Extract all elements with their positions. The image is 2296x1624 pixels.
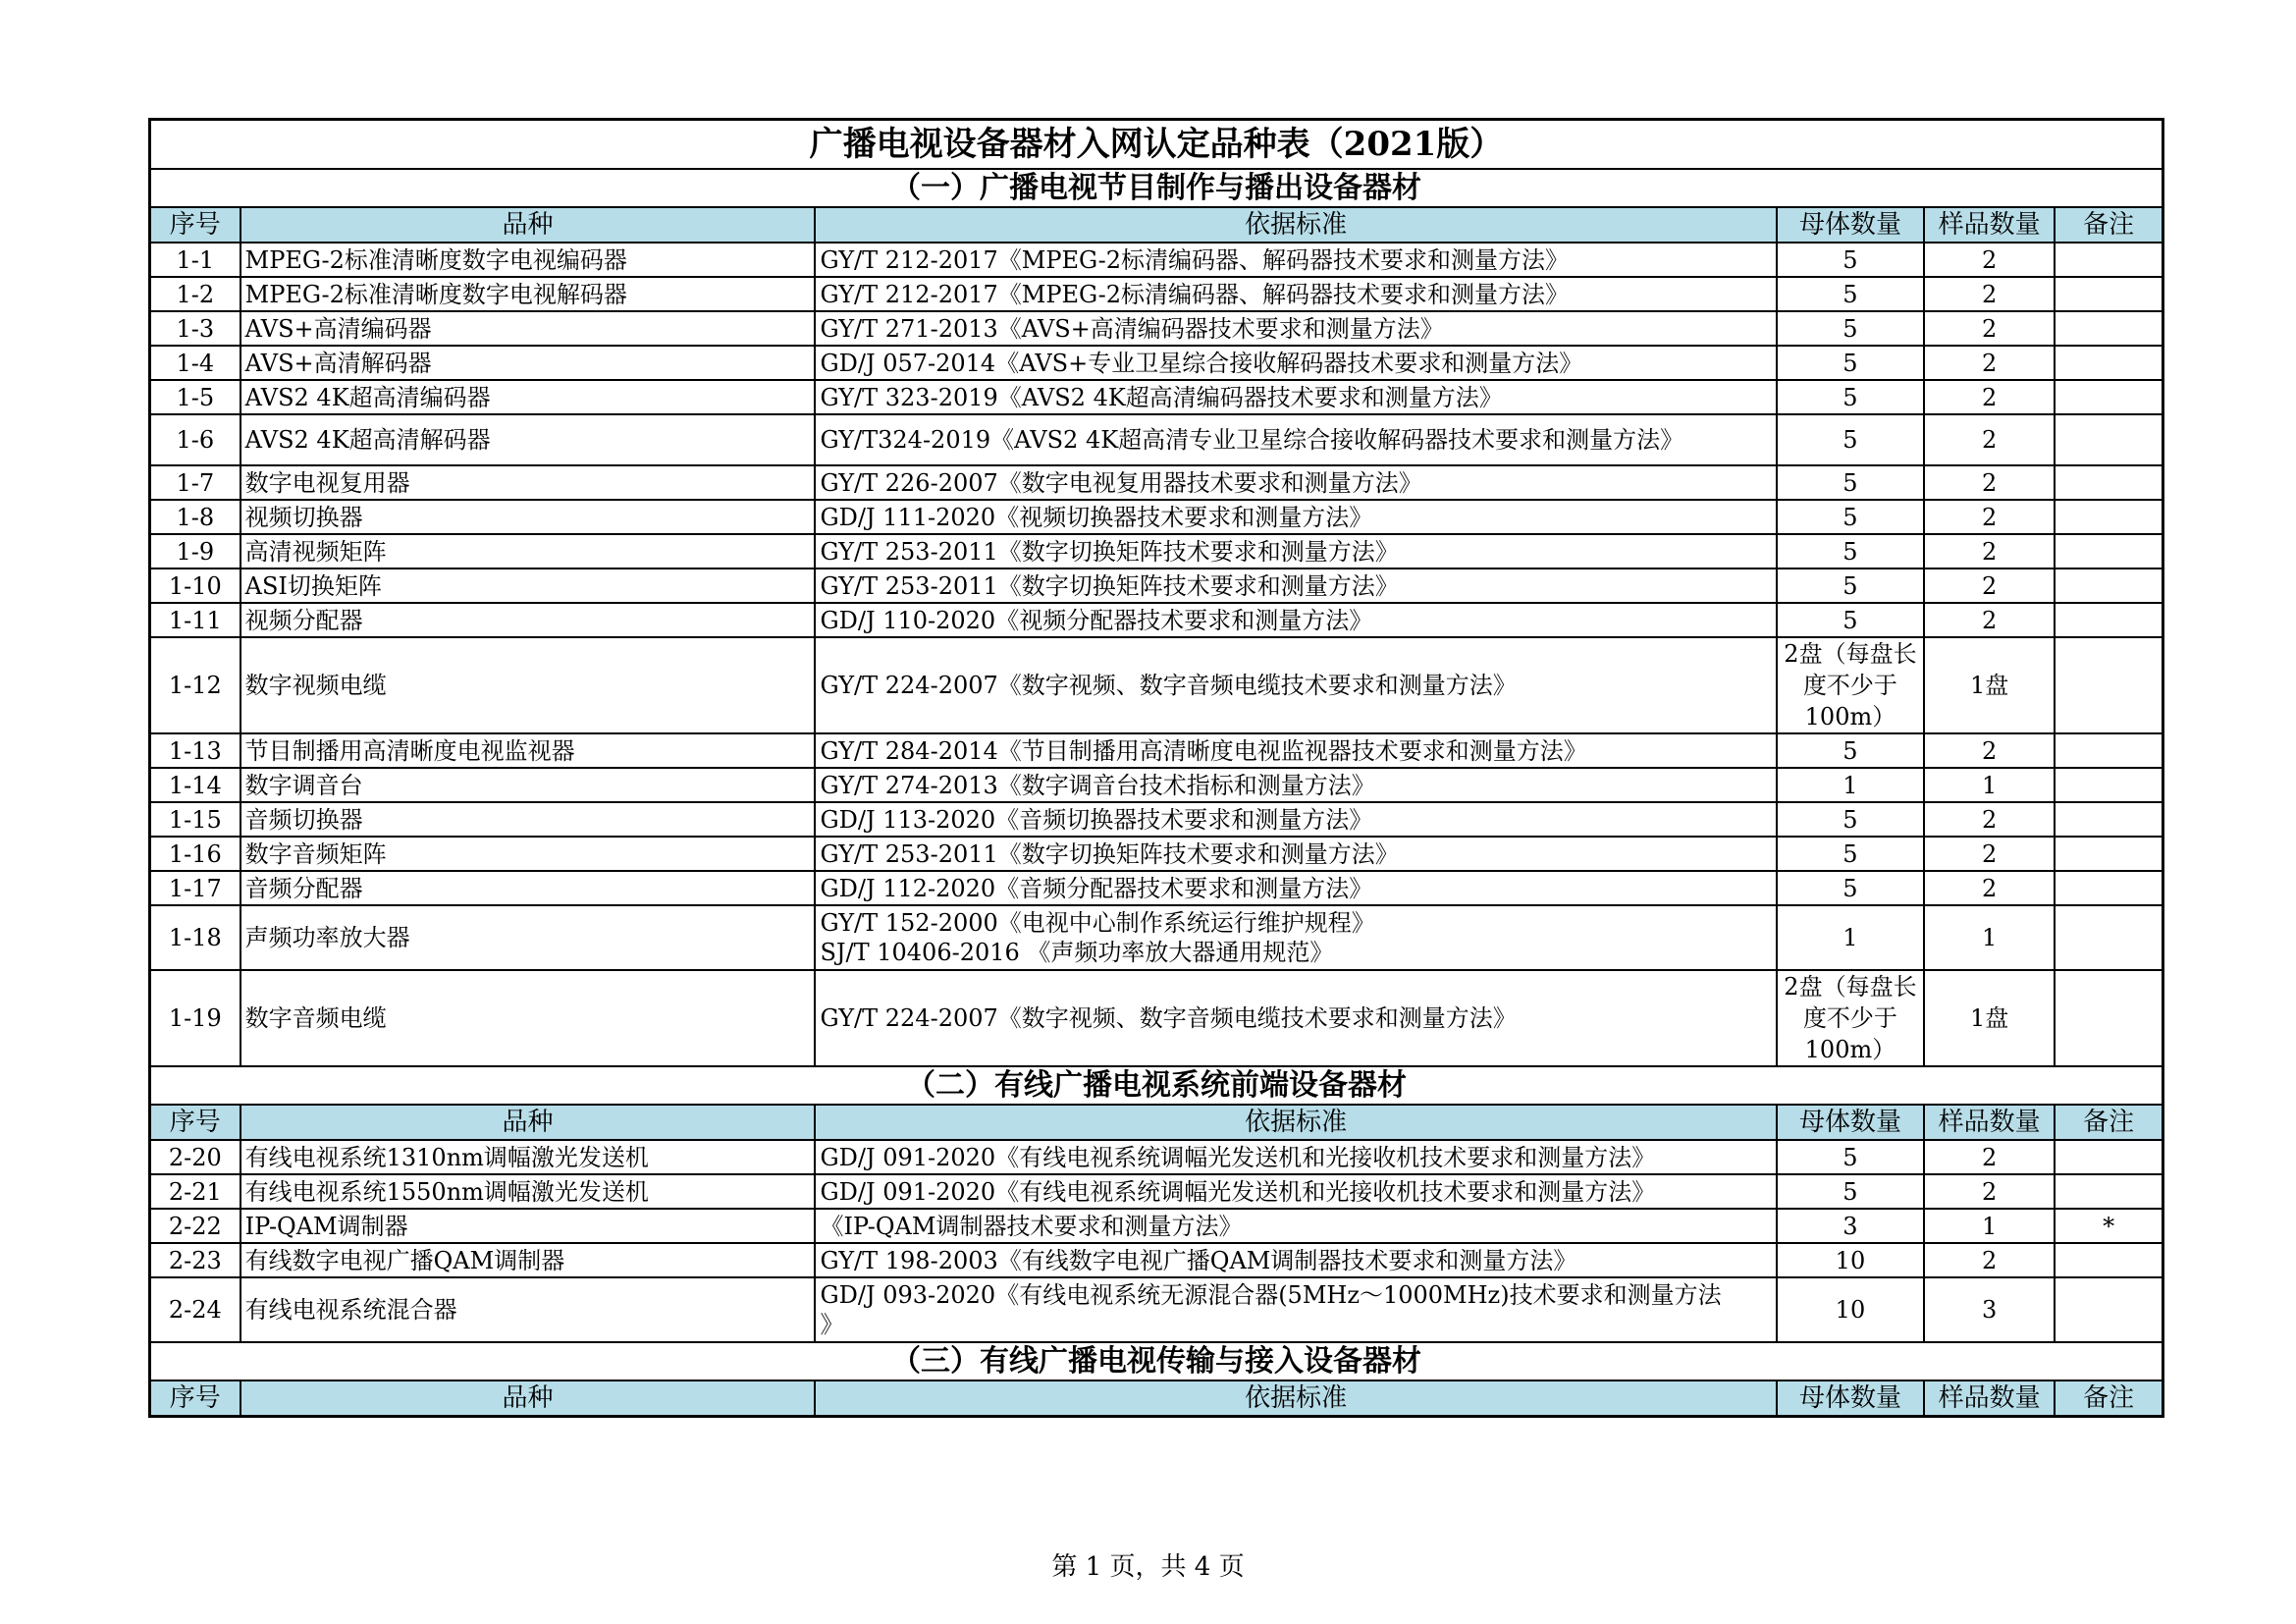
standard-line: GY/T 152-2000《电视中心制作系统运行维护规程》	[820, 909, 1375, 937]
column-header-seq: 序号	[150, 207, 240, 243]
variety-cell: 音频分配器	[240, 871, 816, 905]
standard-cell	[815, 568, 1776, 603]
seq-cell: 1-19	[150, 970, 240, 1066]
table-row	[150, 1140, 2163, 1174]
variety-cell: 数字电视复用器	[240, 465, 816, 500]
parent-qty-cell: 5	[1777, 465, 1924, 500]
seq-cell: 1-13	[150, 733, 240, 768]
parent-qty-cell: 2盘（每盘长度不少于100m）	[1777, 637, 1924, 733]
section-heading: （三）有线广播电视传输与接入设备器材	[150, 1342, 2163, 1380]
sample-qty-cell: 2	[1924, 1243, 2055, 1277]
sample-qty-cell: 2	[1924, 346, 2055, 380]
variety-cell: 有线电视系统混合器	[240, 1277, 816, 1342]
seq-cell: 1-18	[150, 905, 240, 970]
sample-qty-cell: 2	[1924, 277, 2055, 311]
sample-qty-cell: 2	[1924, 603, 2055, 637]
parent-qty-cell: 5	[1777, 733, 1924, 768]
standard-line: GY/T 212-2017《MPEG-2标清编码器、解码器技术要求和测量方法》	[820, 245, 1570, 274]
seq-cell: 1-17	[150, 871, 240, 905]
variety-cell: AVS+高清解码器	[240, 346, 816, 380]
standard-line: GD/J 111-2020《视频切换器技术要求和测量方法》	[820, 503, 1373, 531]
table-row	[150, 277, 2163, 311]
parent-qty-cell: 5	[1777, 568, 1924, 603]
variety-cell: MPEG-2标准清晰度数字电视编码器	[240, 243, 816, 277]
column-header-row	[150, 1380, 2163, 1417]
standard-line: GD/J 112-2020《音频分配器技术要求和测量方法》	[820, 874, 1373, 902]
parent-qty-cell: 5	[1777, 500, 1924, 534]
parent-qty-cell: 5	[1777, 603, 1924, 637]
parent-qty-cell: 5	[1777, 871, 1924, 905]
variety-cell: 视频分配器	[240, 603, 816, 637]
seq-cell: 1-8	[150, 500, 240, 534]
table-row	[150, 1243, 2163, 1277]
section-heading: （二）有线广播电视系统前端设备器材	[150, 1066, 2163, 1105]
parent-qty-cell: 5	[1777, 1174, 1924, 1209]
remark-cell	[2055, 414, 2163, 465]
parent-qty-cell: 5	[1777, 802, 1924, 837]
standard-cell	[815, 905, 1776, 970]
table-row	[150, 733, 2163, 768]
standard-cell	[815, 1277, 1776, 1342]
seq-cell: 1-15	[150, 802, 240, 837]
seq-cell: 1-4	[150, 346, 240, 380]
remark-cell	[2055, 277, 2163, 311]
table-row	[150, 837, 2163, 871]
table-row	[150, 603, 2163, 637]
standard-cell	[815, 871, 1776, 905]
sample-qty-cell: 1	[1924, 1209, 2055, 1243]
table-row	[150, 1209, 2163, 1243]
standard-line: GY/T 253-2011《数字切换矩阵技术要求和测量方法》	[820, 571, 1399, 600]
standard-line: GY/T 212-2017《MPEG-2标清编码器、解码器技术要求和测量方法》	[820, 280, 1570, 308]
standard-cell	[815, 1140, 1776, 1174]
standard-cell	[815, 243, 1776, 277]
parent-qty-cell: 5	[1777, 243, 1924, 277]
remark-cell	[2055, 380, 2163, 414]
remark-cell	[2055, 311, 2163, 346]
section-heading: （一）广播电视节目制作与播出设备器材	[150, 169, 2163, 207]
column-header-variety: 品种	[240, 207, 816, 243]
standard-cell	[815, 465, 1776, 500]
column-header-remark: 备注	[2055, 1105, 2163, 1140]
standard-line: GD/J 110-2020《视频分配器技术要求和测量方法》	[820, 606, 1373, 634]
product-variety-table	[148, 118, 2164, 1418]
page-footer: 第 1 页，共 4 页	[1051, 1552, 1245, 1582]
remark-cell	[2055, 768, 2163, 802]
remark-cell	[2055, 1174, 2163, 1209]
standard-line: 《IP-QAM调制器技术要求和测量方法》	[820, 1212, 1243, 1240]
standard-line: GY/T 271-2013《AVS+高清编码器技术要求和测量方法》	[820, 314, 1444, 343]
column-header-standard: 依据标准	[815, 1380, 1776, 1417]
variety-cell: 有线数字电视广播QAM调制器	[240, 1243, 816, 1277]
standard-line: GY/T 224-2007《数字视频、数字音频电缆技术要求和测量方法》	[820, 1004, 1517, 1032]
column-header-parent-qty: 母体数量	[1777, 207, 1924, 243]
table-row	[150, 568, 2163, 603]
table-row	[150, 311, 2163, 346]
parent-qty-cell: 5	[1777, 1140, 1924, 1174]
table-row	[150, 905, 2163, 970]
sample-qty-cell: 2	[1924, 871, 2055, 905]
sample-qty-cell: 2	[1924, 243, 2055, 277]
standard-cell	[815, 534, 1776, 568]
standard-cell	[815, 837, 1776, 871]
standard-line: GY/T 224-2007《数字视频、数字音频电缆技术要求和测量方法》	[820, 672, 1517, 699]
standard-line: GD/J 113-2020《音频切换器技术要求和测量方法》	[820, 805, 1373, 834]
column-header-seq: 序号	[150, 1380, 240, 1417]
seq-cell: 1-11	[150, 603, 240, 637]
sample-qty-cell: 1盘	[1924, 637, 2055, 733]
remark-cell: *	[2055, 1209, 2163, 1243]
remark-cell	[2055, 905, 2163, 970]
variety-cell: AVS2 4K超高清编码器	[240, 380, 816, 414]
remark-cell	[2055, 733, 2163, 768]
remark-cell	[2055, 500, 2163, 534]
column-header-standard: 依据标准	[815, 1105, 1776, 1140]
variety-cell: 数字视频电缆	[240, 637, 816, 733]
parent-qty-cell: 3	[1777, 1209, 1924, 1243]
standard-line: GD/J 091-2020《有线电视系统调幅光发送机和光接收机技术要求和测量方法》	[820, 1177, 1656, 1206]
table-row	[150, 1277, 2163, 1342]
column-header-standard: 依据标准	[815, 207, 1776, 243]
sample-qty-cell: 2	[1924, 802, 2055, 837]
table-row	[150, 534, 2163, 568]
sample-qty-cell: 3	[1924, 1277, 2055, 1342]
column-header-sample-qty: 样品数量	[1924, 1380, 2055, 1417]
section-heading-row	[150, 1342, 2163, 1380]
standard-cell	[815, 603, 1776, 637]
standard-line: GY/T 284-2014《节目制播用高清晰度电视监视器技术要求和测量方法》	[820, 736, 1587, 765]
sample-qty-cell: 2	[1924, 414, 2055, 465]
parent-qty-cell: 5	[1777, 414, 1924, 465]
sample-qty-cell: 2	[1924, 465, 2055, 500]
table-row	[150, 637, 2163, 733]
standard-cell	[815, 637, 1776, 733]
standard-line: GY/T 198-2003《有线数字电视广播QAM调制器技术要求和测量方法》	[820, 1246, 1577, 1274]
variety-cell: 有线电视系统1550nm调幅激光发送机	[240, 1174, 816, 1209]
seq-cell: 1-1	[150, 243, 240, 277]
parent-qty-cell: 10	[1777, 1243, 1924, 1277]
column-header-sample-qty: 样品数量	[1924, 207, 2055, 243]
parent-qty-cell: 1	[1777, 905, 1924, 970]
remark-cell	[2055, 534, 2163, 568]
sample-qty-cell: 2	[1924, 500, 2055, 534]
table-row	[150, 465, 2163, 500]
standard-cell	[815, 1209, 1776, 1243]
sample-qty-cell: 1	[1924, 905, 2055, 970]
standard-cell	[815, 768, 1776, 802]
column-header-remark: 备注	[2055, 1380, 2163, 1417]
remark-cell	[2055, 871, 2163, 905]
standard-line: GY/T 253-2011《数字切换矩阵技术要求和测量方法》	[820, 839, 1399, 868]
remark-cell	[2055, 837, 2163, 871]
table-row	[150, 500, 2163, 534]
standard-cell	[815, 311, 1776, 346]
sample-qty-cell: 2	[1924, 380, 2055, 414]
table-row	[150, 871, 2163, 905]
sample-qty-cell: 2	[1924, 534, 2055, 568]
sample-qty-cell: 1盘	[1924, 970, 2055, 1066]
section-heading-row	[150, 169, 2163, 207]
parent-qty-cell: 5	[1777, 837, 1924, 871]
page-title: 广播电视设备器材入网认定品种表（2021版）	[150, 120, 2163, 170]
table-row	[150, 802, 2163, 837]
table-row	[150, 380, 2163, 414]
seq-cell: 1-16	[150, 837, 240, 871]
sample-qty-cell: 2	[1924, 733, 2055, 768]
column-header-seq: 序号	[150, 1105, 240, 1140]
standard-line: 》	[820, 1311, 844, 1338]
parent-qty-cell: 5	[1777, 380, 1924, 414]
section-heading-row	[150, 1066, 2163, 1105]
column-header-row	[150, 207, 2163, 243]
seq-cell: 1-14	[150, 768, 240, 802]
variety-cell: AVS+高清编码器	[240, 311, 816, 346]
variety-cell: 节目制播用高清晰度电视监视器	[240, 733, 816, 768]
seq-cell: 1-3	[150, 311, 240, 346]
parent-qty-cell: 5	[1777, 311, 1924, 346]
remark-cell	[2055, 568, 2163, 603]
standard-line: GY/T 274-2013《数字调音台技术指标和测量方法》	[820, 771, 1375, 799]
standard-cell	[815, 414, 1776, 465]
table-row	[150, 970, 2163, 1066]
variety-cell: 视频切换器	[240, 500, 816, 534]
seq-cell: 1-12	[150, 637, 240, 733]
standard-line: GD/J 093-2020《有线电视系统无源混合器(5MHz～1000MHz)技术要求和测量方法	[820, 1281, 1722, 1309]
parent-qty-cell: 2盘（每盘长度不少于100m）	[1777, 970, 1924, 1066]
variety-cell: AVS2 4K超高清解码器	[240, 414, 816, 465]
seq-cell: 1-9	[150, 534, 240, 568]
parent-qty-cell: 5	[1777, 534, 1924, 568]
column-header-row	[150, 1105, 2163, 1140]
remark-cell	[2055, 465, 2163, 500]
title-row	[150, 120, 2163, 170]
remark-cell	[2055, 603, 2163, 637]
variety-cell: 音频切换器	[240, 802, 816, 837]
standard-cell	[815, 970, 1776, 1066]
seq-cell: 2-20	[150, 1140, 240, 1174]
remark-cell	[2055, 1277, 2163, 1342]
standard-line: GD/J 057-2014《AVS+专业卫星综合接收解码器技术要求和测量方法》	[820, 349, 1583, 377]
sample-qty-cell: 2	[1924, 1174, 2055, 1209]
standard-line: GY/T 226-2007《数字电视复用器技术要求和测量方法》	[820, 468, 1422, 497]
seq-cell: 1-2	[150, 277, 240, 311]
variety-cell: 高清视频矩阵	[240, 534, 816, 568]
standard-line: GY/T324-2019《AVS2 4K超高清专业卫星综合接收解码器技术要求和测量方法》	[820, 426, 1684, 454]
sample-qty-cell: 2	[1924, 1140, 2055, 1174]
seq-cell: 1-5	[150, 380, 240, 414]
column-header-variety: 品种	[240, 1380, 816, 1417]
variety-cell: IP-QAM调制器	[240, 1209, 816, 1243]
table-row	[150, 243, 2163, 277]
remark-cell	[2055, 1140, 2163, 1174]
sample-qty-cell: 2	[1924, 568, 2055, 603]
remark-cell	[2055, 802, 2163, 837]
standard-cell	[815, 1243, 1776, 1277]
table-row	[150, 346, 2163, 380]
standard-line: GD/J 091-2020《有线电视系统调幅光发送机和光接收机技术要求和测量方法》	[820, 1143, 1656, 1171]
seq-cell: 1-7	[150, 465, 240, 500]
remark-cell	[2055, 970, 2163, 1066]
parent-qty-cell: 1	[1777, 768, 1924, 802]
seq-cell: 2-22	[150, 1209, 240, 1243]
seq-cell: 2-21	[150, 1174, 240, 1209]
column-header-variety: 品种	[240, 1105, 816, 1140]
standard-line: GY/T 323-2019《AVS2 4K超高清编码器技术要求和测量方法》	[820, 383, 1503, 411]
seq-cell: 1-10	[150, 568, 240, 603]
column-header-sample-qty: 样品数量	[1924, 1105, 2055, 1140]
remark-cell	[2055, 1243, 2163, 1277]
variety-cell: MPEG-2标准清晰度数字电视解码器	[240, 277, 816, 311]
parent-qty-cell: 5	[1777, 346, 1924, 380]
remark-cell	[2055, 346, 2163, 380]
standard-cell	[815, 733, 1776, 768]
remark-cell	[2055, 243, 2163, 277]
variety-cell: 数字音频电缆	[240, 970, 816, 1066]
sample-qty-cell: 2	[1924, 837, 2055, 871]
seq-cell: 2-23	[150, 1243, 240, 1277]
sample-qty-cell: 1	[1924, 768, 2055, 802]
standard-line: GY/T 253-2011《数字切换矩阵技术要求和测量方法》	[820, 537, 1399, 566]
standard-cell	[815, 380, 1776, 414]
seq-cell: 1-6	[150, 414, 240, 465]
standard-cell	[815, 500, 1776, 534]
remark-cell	[2055, 637, 2163, 733]
variety-cell: 有线电视系统1310nm调幅激光发送机	[240, 1140, 816, 1174]
sample-qty-cell: 2	[1924, 311, 2055, 346]
seq-cell: 2-24	[150, 1277, 240, 1342]
variety-cell: 声频功率放大器	[240, 905, 816, 970]
standard-cell	[815, 346, 1776, 380]
table-row	[150, 1174, 2163, 1209]
table-row	[150, 768, 2163, 802]
parent-qty-cell: 10	[1777, 1277, 1924, 1342]
variety-cell: 数字音频矩阵	[240, 837, 816, 871]
standard-cell	[815, 802, 1776, 837]
standard-cell	[815, 1174, 1776, 1209]
table-row	[150, 414, 2163, 465]
variety-cell: ASI切换矩阵	[240, 568, 816, 603]
standard-line: SJ/T 10406-2016 《声频功率放大器通用规范》	[820, 939, 1334, 966]
standard-cell	[815, 277, 1776, 311]
parent-qty-cell: 5	[1777, 277, 1924, 311]
column-header-parent-qty: 母体数量	[1777, 1105, 1924, 1140]
column-header-remark: 备注	[2055, 207, 2163, 243]
column-header-parent-qty: 母体数量	[1777, 1380, 1924, 1417]
variety-cell: 数字调音台	[240, 768, 816, 802]
